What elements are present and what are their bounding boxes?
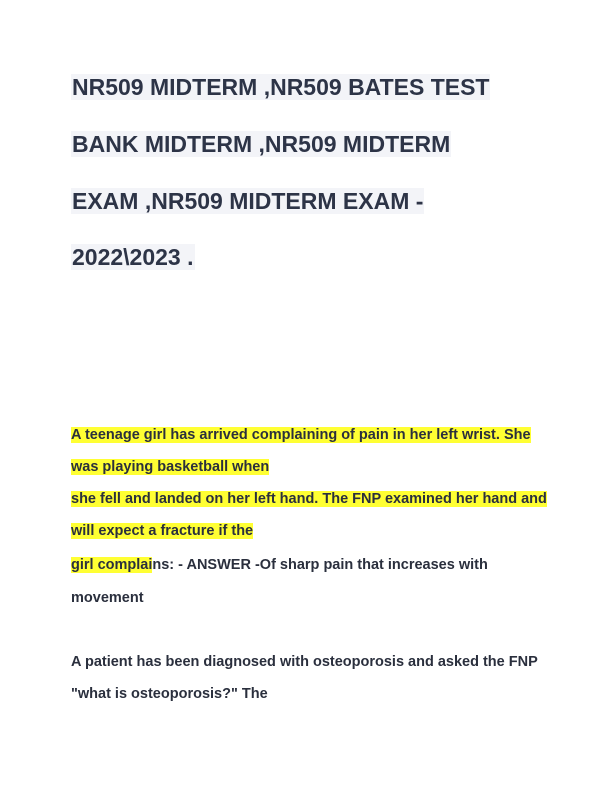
- question-1-line-2: was playing basketball when: [71, 459, 270, 475]
- doc-title-line-3: EXAM ,NR509 MIDTERM EXAM -: [72, 188, 424, 214]
- answer-text: ns: - ANSWER -Of sharp pain that increases with: [152, 557, 488, 573]
- question-2-line-2: "what is osteoporosis?" The: [71, 686, 268, 702]
- question-1-line-1: A teenage girl has arrived complaining of pain in her left wrist. She: [71, 427, 531, 443]
- doc-title-line-1: NR509 MIDTERM ,NR509 BATES TEST: [72, 74, 490, 100]
- question-1-line-3: she fell and landed on her left hand. The FNP examined her hand and: [71, 491, 547, 507]
- doc-title-line-4: 2022\2023 .: [72, 244, 194, 270]
- question-1-line-4: will expect a fracture if the: [71, 523, 254, 539]
- highlighted-text: girl complai: [71, 557, 153, 573]
- doc-title-line-2: BANK MIDTERM ,NR509 MIDTERM: [72, 131, 451, 157]
- question-1-answer-line: [71, 555, 488, 575]
- question-1-line-6: movement: [71, 590, 144, 606]
- question-2-line-1: A patient has been diagnosed with osteoporosis and asked the FNP: [71, 654, 538, 670]
